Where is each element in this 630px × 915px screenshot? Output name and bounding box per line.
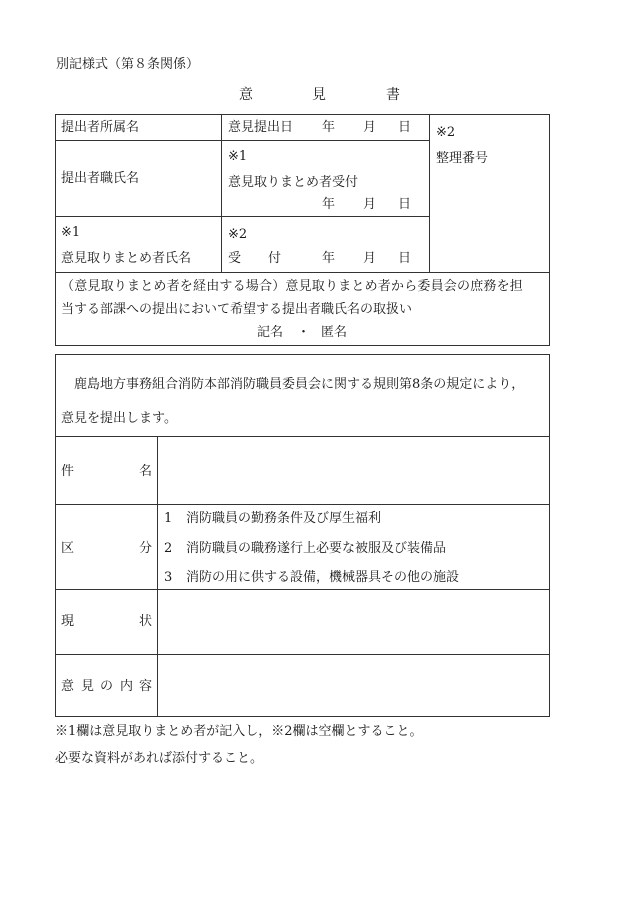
receipt-char-2: 付 — [268, 251, 282, 266]
opinion-label-3: の — [100, 679, 114, 694]
date-month: 月 — [363, 120, 377, 135]
receipt-day: 日 — [398, 197, 412, 212]
opinion-label-4: 内 — [120, 679, 134, 694]
category-2-number: 2 — [164, 541, 173, 556]
submitter-name-label: 提出者職氏名 — [61, 171, 140, 186]
receipt-month: 月 — [363, 197, 377, 212]
category-3-option[interactable]: 消防の用に供する設備，機械器具その他の施設 — [186, 570, 460, 585]
category-2-option[interactable]: 消防職員の職務遂行上必要な被服及び装備品 — [186, 541, 447, 556]
opinion-label-2: 見 — [81, 679, 95, 694]
submission-date-label: 意見提出日 — [228, 120, 294, 135]
opinion-field[interactable] — [158, 655, 549, 716]
date-year: 年 — [322, 120, 336, 135]
receipt2-month: 月 — [363, 251, 377, 266]
footnote-2: 必要な資料があれば添付すること。 — [55, 751, 264, 766]
regulation-intro-2: 意見を提出します。 — [61, 411, 177, 426]
opinion-label-1: 意 — [61, 679, 75, 694]
title-char-2: 見 — [312, 87, 326, 103]
title-char-1: 意 — [239, 87, 253, 103]
receipt2-day: 日 — [398, 251, 412, 266]
category-1-option[interactable]: 消防職員の勤務条件及び厚生福利 — [186, 511, 382, 526]
form-style-note: 別記様式（第８条関係） — [56, 57, 200, 72]
submitter-affiliation-label: 提出者所属名 — [61, 120, 140, 135]
category-1-number: 1 — [164, 511, 173, 526]
name-handling-note-1: （意見取りまとめ者を経由する場合）意見取りまとめ者から委員会の庶務を担 — [61, 279, 524, 294]
regulation-intro-1: 鹿島地方事務組合消防本部消防職員委員会に関する規則第8条の規定により， — [74, 377, 525, 392]
anonymous-option[interactable]: 匿名 — [321, 325, 348, 340]
subject-field[interactable] — [158, 437, 549, 504]
receipt-year: 年 — [322, 197, 336, 212]
category-label-2: 分 — [139, 541, 153, 556]
status-label-1: 現 — [61, 614, 75, 629]
subject-label-1: 件 — [61, 464, 75, 479]
coordinator-name-label: 意見取りまとめ者氏名 — [61, 251, 192, 266]
category-3-number: 3 — [164, 570, 173, 585]
subject-label-2: 名 — [139, 464, 153, 479]
named-option[interactable]: 記名 — [257, 325, 284, 340]
receipt2-year: 年 — [322, 251, 336, 266]
mark-2-receipt: ※2 — [228, 227, 248, 242]
mark-1-coordinator: ※1 — [61, 225, 81, 240]
date-day: 日 — [398, 120, 412, 135]
title-char-3: 書 — [386, 87, 400, 103]
footnote-1: ※1欄は意見取りまとめ者が記入し，※2欄は空欄とすること。 — [55, 724, 423, 739]
status-field[interactable] — [158, 590, 549, 654]
category-label-1: 区 — [61, 541, 75, 556]
coordinator-receipt-label: 意見取りまとめ者受付 — [228, 175, 359, 190]
receipt-char-1: 受 — [228, 251, 242, 266]
mark-2: ※2 — [436, 125, 456, 140]
mark-1: ※1 — [228, 149, 248, 164]
reference-number-label: 整理番号 — [436, 151, 489, 166]
option-separator: ・ — [297, 325, 311, 340]
status-label-2: 状 — [139, 614, 153, 629]
name-handling-note-2: 当する部課への提出において希望する提出者職氏名の取扱い — [61, 302, 413, 317]
opinion-label-5: 容 — [139, 679, 153, 694]
